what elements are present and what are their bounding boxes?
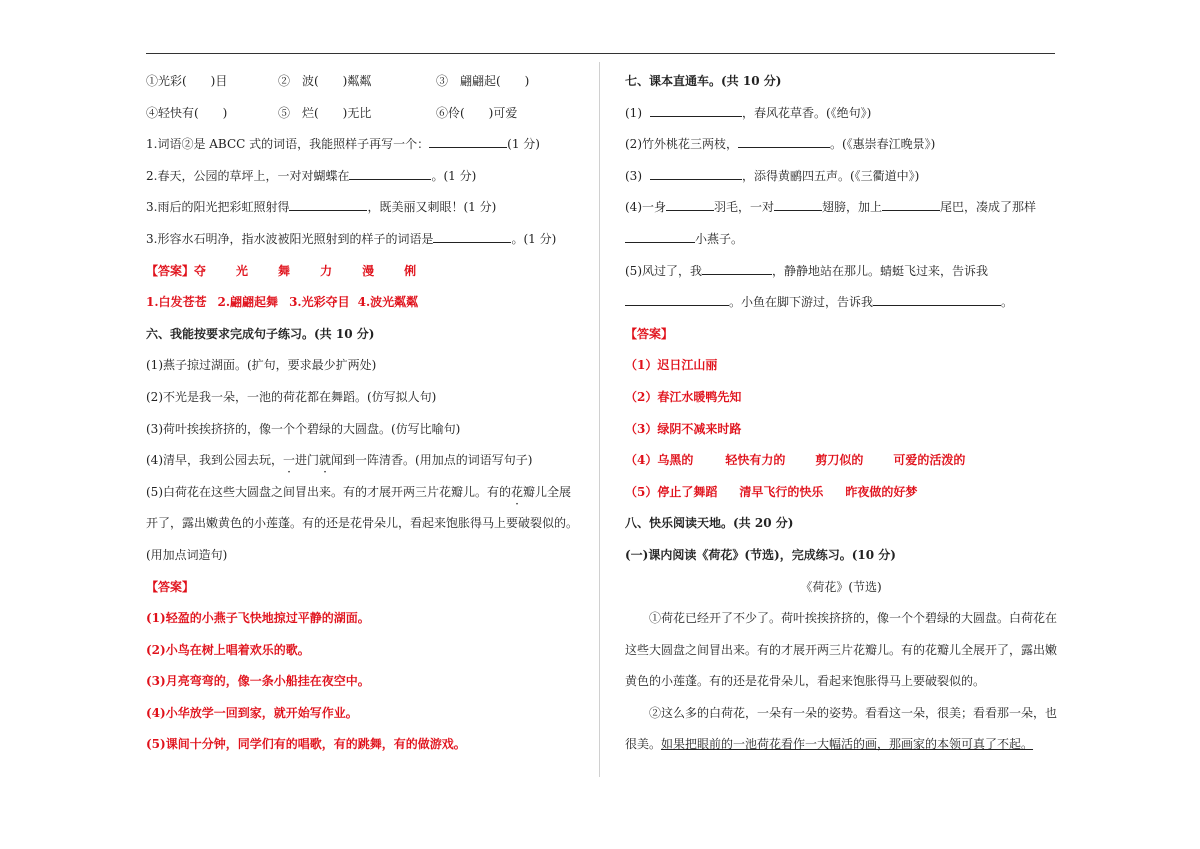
left-column [146, 72, 579, 767]
answer-item: 可爱的活泼的 [893, 453, 966, 468]
passage-line: ①荷花已经开了不少了。荷叶挨挨挤挤的，像一个个碧绿的大圆盘。白荷花在 [649, 611, 1058, 626]
passage-line: 这些大圆盘之间冒出来。有的才展开两三片花瓣儿。有的花瓣儿全展开了，露出嫩 [625, 642, 1058, 657]
item-text: 瓣儿全展 [523, 484, 572, 499]
answer-blank[interactable] [873, 293, 1001, 306]
answer-item: 俐 [404, 263, 417, 278]
section-6-title: 六、我能按要求完成句子练习。(共 10 分) [146, 326, 375, 341]
question-score: (1 分) [507, 137, 540, 152]
right-column [625, 72, 1057, 767]
question-text: 3.雨后的阳光把彩虹照射得 [146, 200, 290, 215]
item-text: 。(《惠崇春江晚景》) [830, 137, 936, 152]
question-3a [146, 198, 576, 230]
answer-item: （2）春江水暖鸭先知 [625, 389, 742, 404]
item-text: ，静静地站在那儿。蜻蜓飞过来，告诉我 [772, 263, 989, 278]
s6-item-3: (3)荷叶挨挨挤挤的，像一个个碧绿的大圆盘。(仿写比喻句) [146, 421, 461, 436]
s6-item-5-line-3: (用加点词造句) [146, 547, 228, 562]
answer-6-item: (1)轻盈的小燕子飞快地掠过平静的湖面。 [146, 611, 370, 626]
question-text: 1.词语②是 ABCC 式的词语，我能照样子再写一个： [146, 137, 430, 152]
answer-item: 2.翩翩起舞 [217, 295, 279, 310]
answer-blank[interactable] [702, 262, 772, 275]
answer-6-label: 【答案】 [146, 579, 195, 594]
item-text: 尾巴，凑成了那样 [940, 200, 1037, 215]
s7-item-2 [625, 135, 1057, 167]
answer-item: 漫 [362, 263, 375, 278]
vocab-row-2 [146, 104, 576, 136]
answer-item: 3.光彩夺目 [289, 295, 350, 310]
answer-item: 1.白发苍苍 [146, 295, 207, 310]
vocab-item: ② 波( )粼粼 [278, 74, 372, 88]
answer-6-item: (4)小华放学一回到家，就开始写作业。 [146, 705, 358, 720]
s7-item-1 [625, 104, 1057, 136]
item-text: ，春风花草香。(《绝句》) [742, 105, 872, 120]
passage-title: 《荷花》(节选) [800, 579, 882, 594]
s7-item-4-line-2 [625, 230, 1057, 262]
item-text: (1) [625, 105, 642, 120]
answer-item: 力 [320, 263, 333, 278]
answer-item: 光 [236, 263, 249, 278]
s6-item-1: (1)燕子掠过湖面。(扩句，要求最少扩两处) [146, 358, 377, 373]
answer-blank[interactable] [625, 230, 695, 243]
s6-item-2: (2)不光是我一朵，一池的荷花都在舞蹈。(仿写拟人句) [146, 389, 437, 404]
item-text: ，添得黄鹂四五声。(《三衢道中》) [742, 168, 920, 183]
column-divider [599, 62, 600, 777]
answer-blank[interactable] [289, 198, 367, 211]
answer-item: 昨夜做的好梦 [845, 484, 918, 499]
answer-blank[interactable] [882, 198, 940, 211]
item-text: 进门 [295, 453, 320, 468]
item-text: (2)竹外桃花三两枝， [625, 137, 738, 152]
item-text: (5)白荷花在这些大圆盘之间冒出来。有的才展开两三片花瓣儿。有的 [146, 484, 512, 499]
item-text: 。小鱼在脚下游过，告诉我 [729, 295, 874, 310]
section-8-title: 八、快乐阅读天地。(共 20 分) [625, 516, 794, 531]
question-text: ，既美丽又刺眼！(1 分) [367, 200, 497, 215]
vocab-item: ⑥伶( )可爱 [436, 105, 518, 120]
s6-item-4 [146, 451, 576, 483]
s7-item-5-line-2 [625, 293, 1057, 325]
item-text: 翅膀，加上 [822, 200, 883, 215]
answer-item: 夺 [194, 263, 207, 278]
item-text: 羽毛，一对 [714, 200, 775, 215]
answer-item: 舞 [278, 263, 291, 278]
question-1 [146, 135, 576, 167]
answer-item: （5）停止了舞蹈 [625, 484, 718, 499]
answer-item: 4.波光粼粼 [357, 295, 419, 310]
section-8-subtitle: (一)课内阅读《荷花》(节选)，完成练习。(10 分) [625, 547, 896, 562]
answer-item: 剪刀似的 [815, 453, 864, 468]
answer-item: 清早飞行的快乐 [739, 484, 824, 499]
answer-blank[interactable] [650, 167, 742, 180]
question-2 [146, 167, 576, 199]
answer-blank[interactable] [650, 104, 742, 117]
answer-item: （3）绿阴不减来时路 [625, 421, 742, 436]
s7-item-3 [625, 167, 1057, 199]
answer-label: 【答案】 [146, 263, 195, 278]
answer-7-item [625, 420, 1057, 452]
vocab-item: ⑤ 烂( )无比 [278, 105, 372, 120]
item-text: (4)一身 [625, 200, 666, 215]
answer-7-item [625, 483, 1057, 515]
dotted-char: 一 [283, 453, 296, 468]
section-7-title: 七、课本直通车。(共 10 分) [625, 74, 782, 88]
item-text: 。 [1001, 295, 1014, 310]
answer-blank[interactable] [738, 135, 830, 148]
vocab-item: ③ 翩翩起( ) [436, 74, 530, 88]
underlined-sentence: 如果把眼前的一池荷花看作一大幅活的画，那画家的本领可真了不起。 [661, 737, 1034, 752]
passage-line [625, 735, 1057, 767]
answer-6-item: (3)月亮弯弯的，像一条小船挂在夜空中。 [146, 674, 370, 689]
s7-item-5-line-1 [625, 262, 1057, 294]
answer-item: （1）迟日江山丽 [625, 358, 718, 373]
dotted-char: 花 [511, 484, 524, 499]
answer-item: （4）乌黑的 [625, 453, 694, 468]
top-rule [146, 53, 1055, 54]
item-text: (3) [625, 168, 642, 183]
s7-item-4-line-1 [625, 198, 1057, 230]
passage-line: ②这么多的白荷花，一朵有一朵的姿势。看看这一朵，很美；看看那一朵，也 [649, 705, 1058, 720]
answer-7-item [625, 451, 1057, 483]
answer-blank[interactable] [625, 293, 729, 306]
item-text: 闻到一阵清香。(用加点的词语写句子) [331, 453, 533, 468]
dotted-char: 就 [319, 453, 332, 468]
question-text: 2.春天，公园的草坪上，一对对蝴蝶在 [146, 168, 350, 183]
answer-6-item: (5)课间十分钟，同学们有的唱歌，有的跳舞，有的做游戏。 [146, 737, 466, 752]
question-text: 。(1 分) [511, 231, 557, 246]
answer-blank[interactable] [774, 198, 822, 211]
question-text: 。(1 分) [431, 168, 477, 183]
item-text: 小燕子。 [695, 231, 744, 246]
answer-blank[interactable] [349, 167, 431, 180]
item-text: (5)风过了，我 [625, 263, 702, 278]
answer-7-item [625, 356, 1057, 388]
answer-blank[interactable] [433, 230, 511, 243]
answer-blank[interactable] [666, 198, 714, 211]
passage-text: 很美。 [625, 737, 662, 752]
answer-7-item [625, 388, 1057, 420]
vocab-item: ①光彩( )目 [146, 74, 228, 88]
answer-6-item: (2)小鸟在树上唱着欢乐的歌。 [146, 642, 310, 657]
answer-row-1 [146, 262, 576, 294]
question-text: 3.形容水石明净，指水波被阳光照射到的样子的词语是 [146, 231, 434, 246]
answer-row-2 [146, 293, 576, 325]
answer-item: 轻快有力的 [725, 453, 786, 468]
s6-item-5-line-1 [146, 483, 576, 515]
passage-line: 黄色的小莲蓬。有的还是花骨朵儿，看起来饱胀得马上要破裂似的。 [625, 674, 986, 689]
s6-item-5-line-2: 开了，露出嫩黄色的小莲蓬。有的还是花骨朵儿，看起来饱胀得马上要破裂似的。 [146, 516, 579, 531]
vocab-row-1 [146, 72, 576, 104]
question-3b [146, 230, 576, 262]
answer-7-label: 【答案】 [625, 326, 674, 341]
item-text: (4)清早，我到公园去玩， [146, 453, 283, 468]
vocab-item: ④轻快有( ) [146, 105, 228, 120]
answer-blank[interactable] [429, 135, 507, 148]
